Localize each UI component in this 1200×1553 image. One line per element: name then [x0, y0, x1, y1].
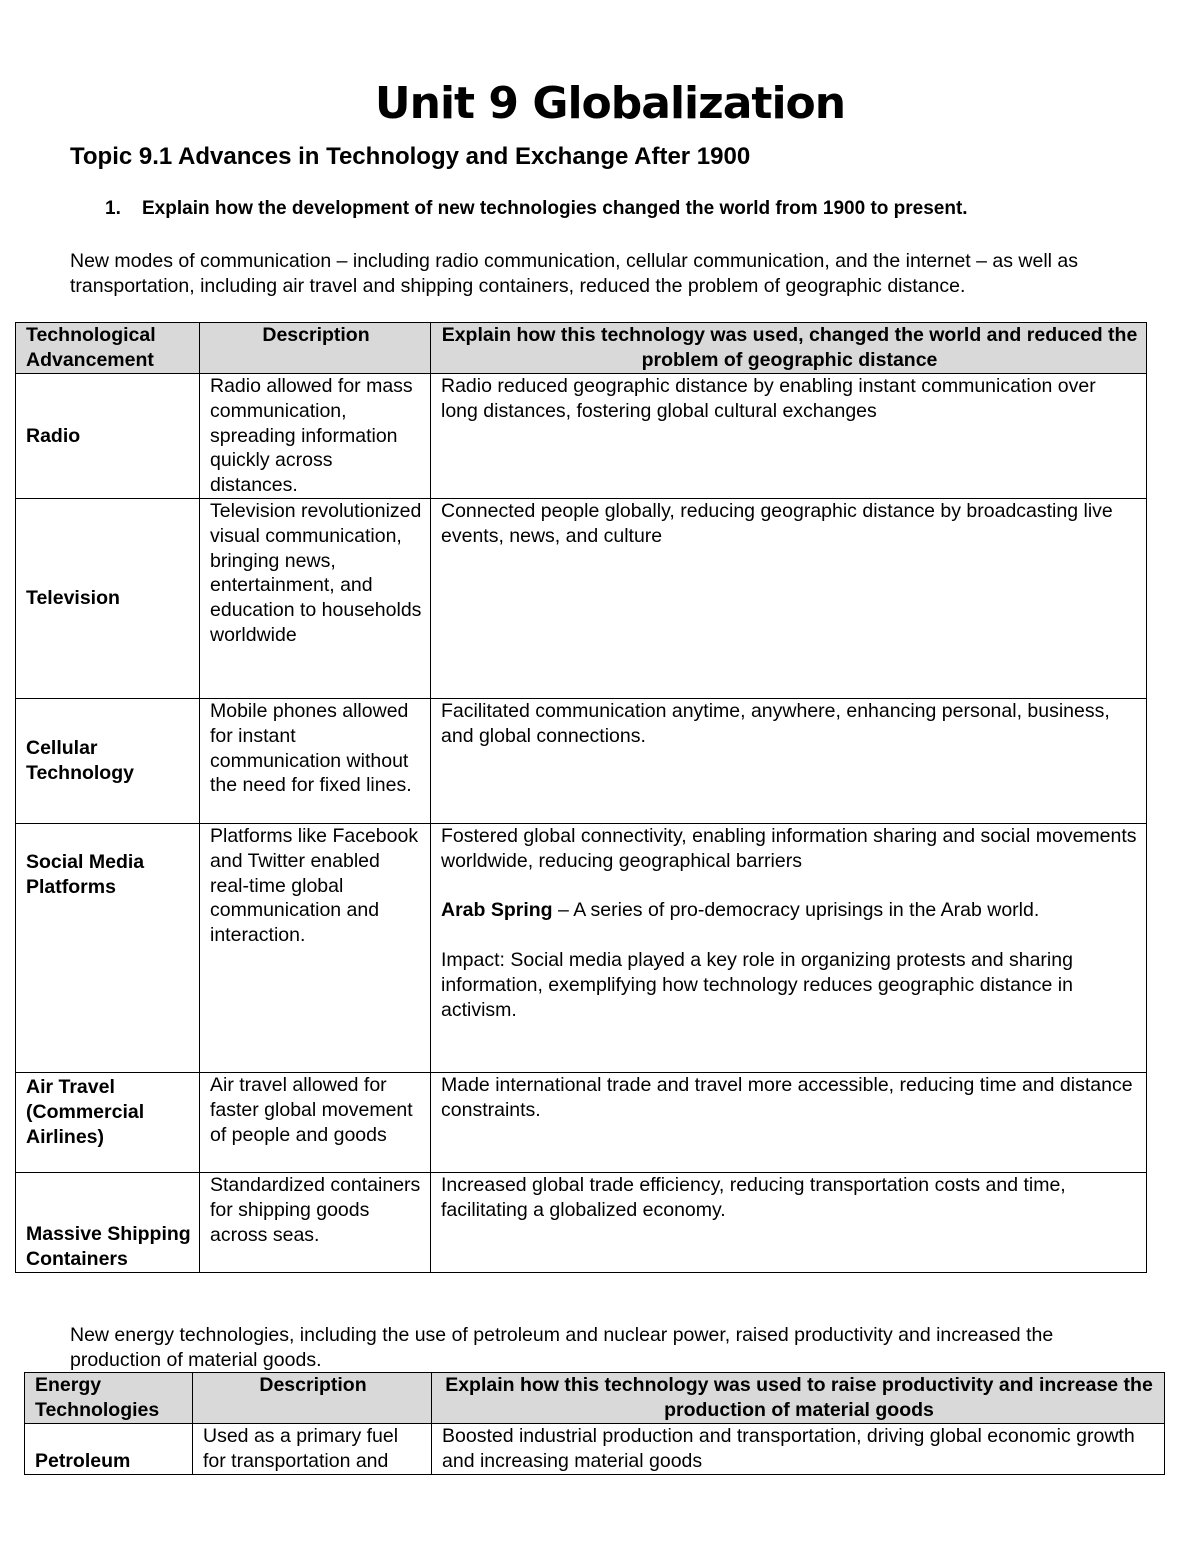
- table-header-row: [16, 323, 1147, 374]
- tech-explanation: Connected people globally, reducing geographic distance by broadcasting live events, news, and culture: [431, 499, 1147, 699]
- energy-table: [24, 1372, 1165, 1475]
- question-number: 1.: [105, 198, 121, 219]
- question-text: Explain how the development of new technologies changed the world from 1900 to present.: [142, 198, 968, 219]
- explanation-text: Fostered global connectivity, enabling information sharing and social movements worldwide, reducing geographical barriers: [441, 825, 1137, 872]
- impact-text: Impact: Social media played a key role in organizing protests and sharing information, exemplifying how technology reduces geographic distance in activism.: [441, 948, 1073, 1021]
- tech-explanation: [431, 824, 1147, 1073]
- table-row: [16, 374, 1147, 499]
- tech-description: Platforms like Facebook and Twitter enabled real-time global communication and interaction.: [200, 824, 431, 1073]
- tech-name: Radio: [16, 374, 200, 499]
- table-row: [16, 499, 1147, 699]
- tech-explanation: Facilitated communication anytime, anywhere, enhancing personal, business, and global connections.: [431, 699, 1147, 824]
- intro-paragraph-communication: New modes of communication – including radio communication, cellular communication, and the internet – as well as transportation, including air travel and shipping containers, reduced the problem of geographic distance.: [70, 250, 1079, 297]
- tech-description: Air travel allowed for faster global movement of people and goods: [200, 1073, 431, 1173]
- question-1: [105, 198, 968, 220]
- arab-spring-term: Arab Spring: [441, 899, 553, 922]
- topic-heading: Topic 9.1 Advances in Technology and Exchange After 1900: [70, 143, 751, 170]
- tech-name: Television: [16, 499, 200, 699]
- table-header-row: [25, 1373, 1165, 1424]
- tech-description: Television revolutionized visual communication, bringing news, entertainment, and education to households worldwide: [200, 499, 431, 699]
- arab-spring-note: [441, 898, 1138, 923]
- arab-spring-text: – A series of pro-democracy uprisings in the Arab world.: [552, 899, 1040, 922]
- tech-description: Mobile phones allowed for instant communication without the need for fixed lines.: [200, 699, 431, 824]
- header-description: Description: [193, 1373, 432, 1424]
- tech-description: Used as a primary fuel for transportation and: [193, 1424, 432, 1475]
- table-row: [16, 1073, 1147, 1173]
- tech-name: Cellular Technology: [16, 699, 200, 824]
- table-row: [25, 1424, 1165, 1475]
- header-technology: Technological Advancement: [16, 323, 200, 374]
- tech-explanation: Increased global trade efficiency, reducing transportation costs and time, facilitating a globalized economy.: [431, 1173, 1147, 1273]
- tech-description: Radio allowed for mass communication, spreading information quickly across distances.: [200, 374, 431, 499]
- tech-explanation: Boosted industrial production and transportation, driving global economic growth and increasing material goods: [432, 1424, 1165, 1475]
- technology-table: [15, 322, 1147, 1273]
- intro-paragraph-energy: New energy technologies, including the use of petroleum and nuclear power, raised productivity and increased the production of material goods.: [70, 1324, 1054, 1371]
- tech-name: Petroleum: [25, 1424, 193, 1475]
- header-explain: Explain how this technology was used, changed the world and reduced the problem of geographic distance: [431, 323, 1147, 374]
- table-row: [16, 824, 1147, 1073]
- header-energy: Energy Technologies: [25, 1373, 193, 1424]
- table-row: [16, 1173, 1147, 1273]
- page-title: Unit 9 Globalization: [374, 78, 846, 129]
- tech-explanation: Radio reduced geographic distance by enabling instant communication over long distances, fostering global cultural exchanges: [431, 374, 1147, 499]
- tech-name: Air Travel (Commercial Airlines): [16, 1073, 200, 1173]
- tech-description: Standardized containers for shipping goods across seas.: [200, 1173, 431, 1273]
- table-row: [16, 699, 1147, 824]
- header-explain: Explain how this technology was used to raise productivity and increase the production of material goods: [432, 1373, 1165, 1424]
- tech-explanation: Made international trade and travel more accessible, reducing time and distance constraints.: [431, 1073, 1147, 1173]
- header-description: Description: [200, 323, 431, 374]
- tech-name: Social Media Platforms: [16, 824, 200, 1073]
- tech-name: Massive Shipping Containers: [16, 1173, 200, 1273]
